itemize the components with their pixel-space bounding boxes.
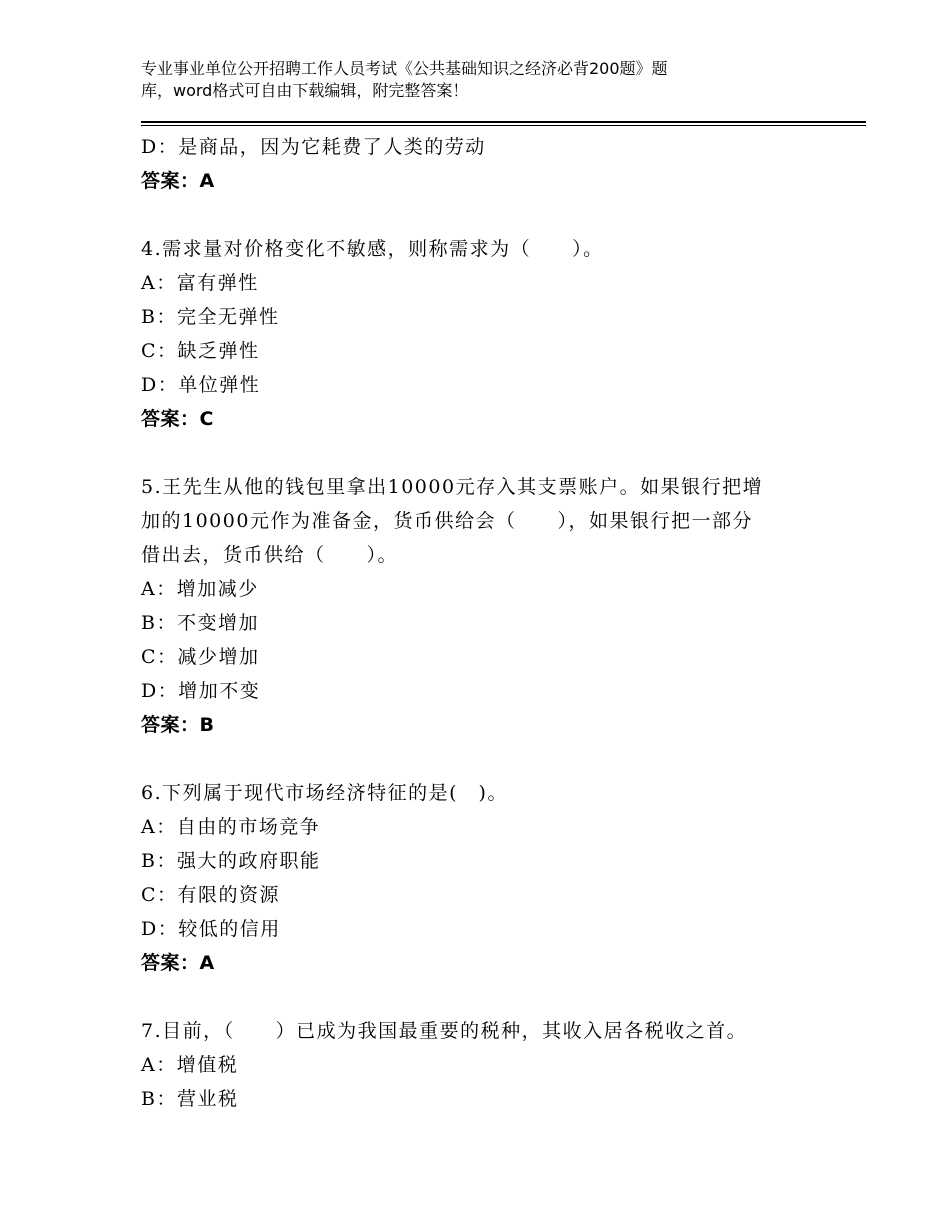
option-b: B：不变增加: [141, 612, 259, 634]
spacer: [141, 198, 831, 232]
option-b: B：营业税: [141, 1088, 239, 1110]
question-7: [141, 1014, 831, 1116]
option-a: A：增加减少: [141, 578, 259, 600]
document-body: [141, 130, 831, 1116]
question-stem-line-1: 5.王先生从他的钱包里拿出10000元存入其支票账户。如果银行把增: [141, 476, 764, 498]
answer-label: 答案：B: [141, 714, 215, 736]
option-d: D：较低的信用: [141, 918, 281, 940]
question-6: [141, 776, 831, 980]
answer-label: 答案：C: [141, 408, 214, 430]
spacer: [141, 980, 831, 1014]
option-b: B：强大的政府职能: [141, 850, 321, 872]
option-c: C：缺乏弹性: [141, 340, 260, 362]
option-a: A：自由的市场竞争: [141, 816, 321, 838]
header-title-line-2: 库，word格式可自由下载编辑，附完整答案！: [141, 81, 469, 100]
spacer: [141, 742, 831, 776]
question-stem-line-3: 借出去，货币供给（ ）。: [141, 544, 399, 566]
answer-label: 答案：A: [141, 170, 215, 192]
header-title-line-1: 专业事业单位公开招聘工作人员考试《公共基础知识之经济必背200题》题: [141, 59, 668, 78]
question-3-tail: [141, 130, 831, 198]
option-c: C：有限的资源: [141, 884, 281, 906]
spacer: [141, 436, 831, 470]
option-d: D：增加不变: [141, 680, 261, 702]
header-divider-thick: [141, 121, 866, 123]
header-divider-thin: [141, 125, 866, 126]
option-a: A：富有弹性: [141, 272, 259, 294]
question-stem: 7.目前，（ ）已成为我国最重要的税种，其收入居各税收之首。: [141, 1020, 748, 1042]
question-5: [141, 470, 831, 742]
option-a: A：增值税: [141, 1054, 239, 1076]
option-d: D：是商品，因为它耗费了人类的劳动: [141, 136, 486, 158]
answer-label: 答案：A: [141, 952, 215, 974]
option-c: C：减少增加: [141, 646, 260, 668]
question-stem: 4.需求量对价格变化不敏感，则称需求为（ ）。: [141, 238, 604, 260]
question-stem-line-2: 加的10000元作为准备金，货币供给会（ ），如果银行把一部分: [141, 510, 753, 532]
question-4: [141, 232, 831, 436]
option-d: D：单位弹性: [141, 374, 261, 396]
question-stem: 6.下列属于现代市场经济特征的是( )。: [141, 782, 508, 804]
option-b: B：完全无弹性: [141, 306, 280, 328]
document-header: [141, 58, 841, 102]
